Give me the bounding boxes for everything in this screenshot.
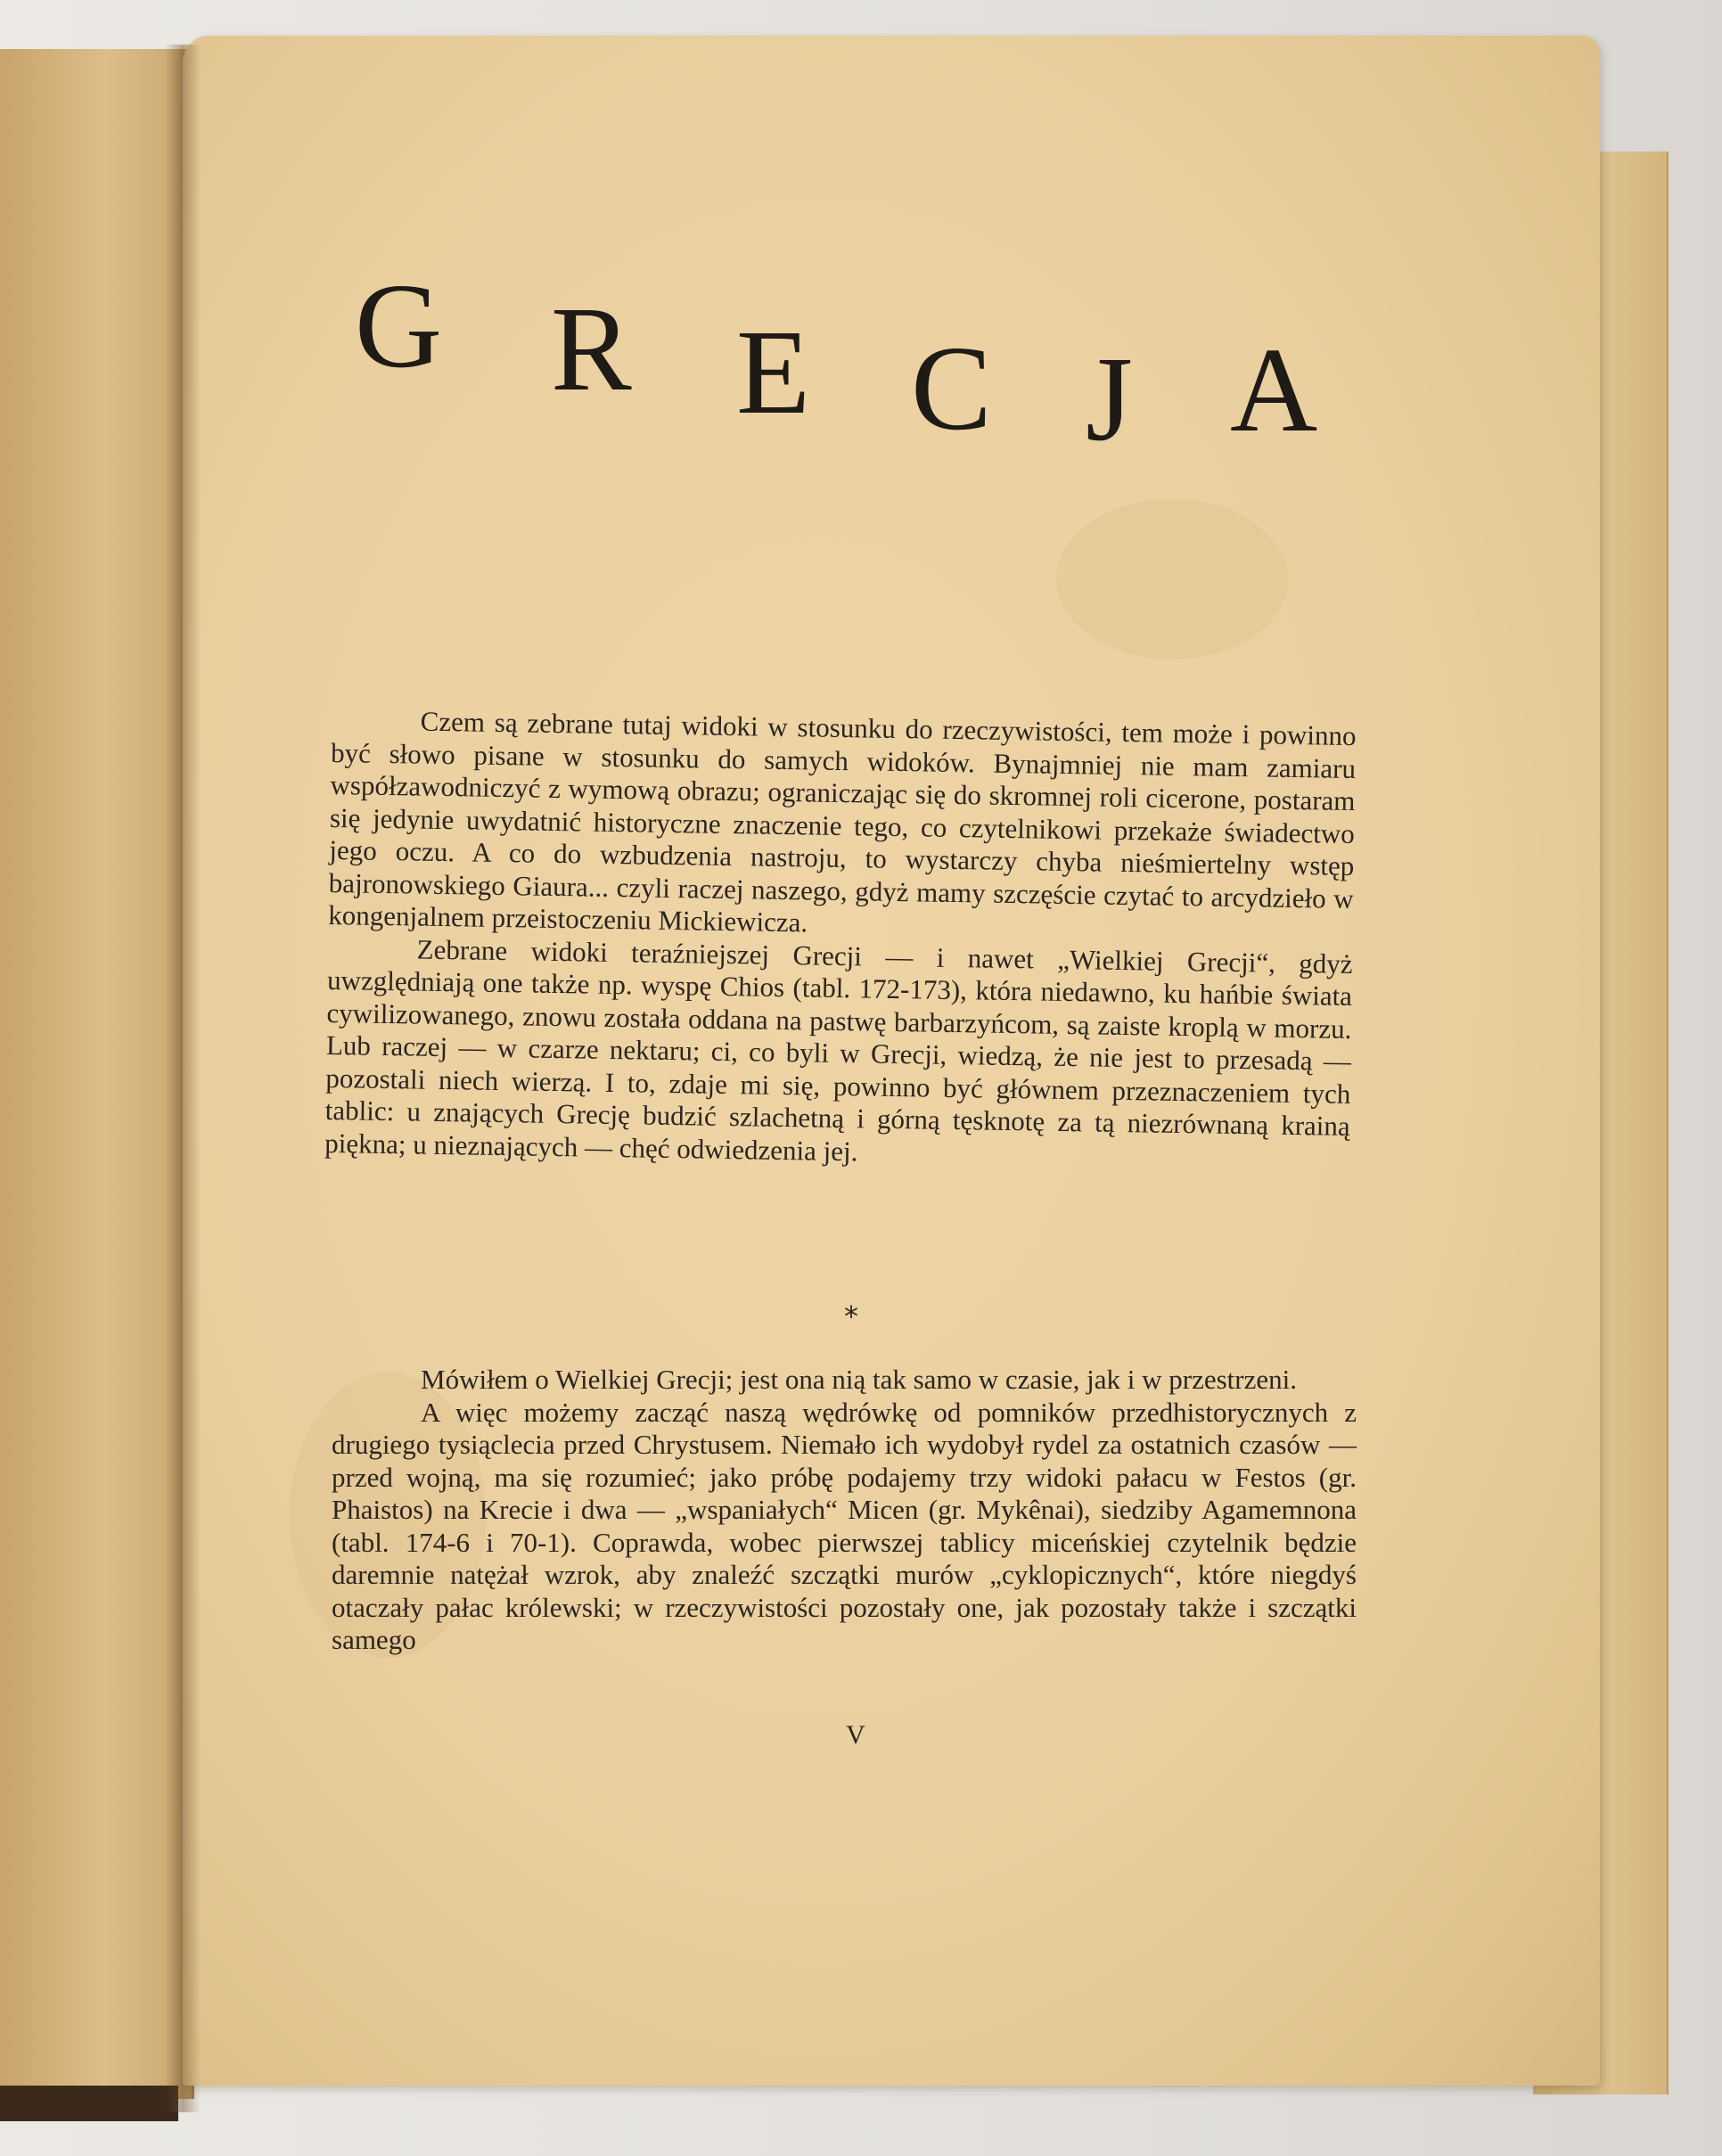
title-letter: G bbox=[355, 259, 443, 393]
page-number: V bbox=[846, 1720, 865, 1750]
title-letter: E bbox=[736, 306, 811, 439]
paragraph: Mówiłem o Wielkiej Grecji; jest ona nią tak samo w czasie, jak i w przestrzeni. bbox=[421, 1364, 1297, 1395]
page-title bbox=[348, 250, 1337, 466]
title-letter: R bbox=[551, 283, 632, 416]
intro-section bbox=[324, 704, 1357, 1176]
title-letter: A bbox=[1230, 324, 1318, 457]
book-cover-edge bbox=[0, 2086, 178, 2121]
title-letter: J bbox=[1086, 332, 1133, 466]
section-separator: * bbox=[844, 1299, 858, 1333]
paragraph: Zebrane widoki teraźniejszej Grecji — i nawet „Wielkiej Grecji“, gdyż uwzględniają one także np. wyspę Chios (tabl. 172-173), która niedawno, ku hańbie świata cywilizowanego, znowu została oddana na pastwę barbarzyńcom, są zaiste kroplą w morzu. Lub raczej — w czarze nektaru; ci, co byli w Grecji, wiedzą, że nie jest to przesadą — pozostali niech wierzą. I to, zdaje mi się, powinno być głównem przeznaczeniem tych tablic: u znających Grecję budzić szlachetną i górną tęsknotę za tą niezrównaną krainą piękna; u nieznających — chęć odwiedzenia jej. bbox=[324, 933, 1353, 1167]
spine-shadow bbox=[165, 45, 201, 2112]
paragraph: Czem są zebrane tutaj widoki w stosunku do rzeczywistości, tem może i powinno być słowo pisane w stosunku do samych widoków. Bynajmniej nie mam zamiaru współzawodniczyć z wymową obrazu; ograniczając się do skromnej roli cicerone, postaram się jedynie uwydatnić historyczne znaczenie tego, co czytelnikowi przekaże świadectwo jego oczu. A co do wzbudzenia nastroju, to wystarczy chyba nieśmiertelny wstęp bajronowskiego Giaura... czyli raczej naszego, gdyż mamy szczęście czytać to arcydzieło w kongenjalnem przeistoczeniu Mickiewicza. bbox=[328, 705, 1357, 939]
second-section bbox=[332, 1364, 1357, 1657]
paragraph: A więc możemy zacząć naszą wędrówkę od pomników przedhistorycznych z drugiego tysiąclecia przed Chrystusem. Niemało ich wydobył rydel za ostatnich czasów — przed wojną, ma się rozumieć; jako próbę podajemy trzy widoki pałacu w Festos (gr. Phaistos) na Krecie i dwa — „wspaniałych“ Micen (gr. Mykênai), siedziby Agamemnona (tabl. 174-6 i 70-1). Coprawda, wobec pierwszej tablicy miceńskiej czytelnik będzie daremnie natężał wzrok, aby znaleźć szczątki murów „cyklopicznych“, które niegdyś otaczały pałac królewski; w rzeczywistości pozostały one, jak pozostały także i szczątki samego bbox=[332, 1396, 1357, 1655]
page-stain bbox=[1056, 499, 1288, 660]
title-letter: C bbox=[911, 322, 992, 455]
